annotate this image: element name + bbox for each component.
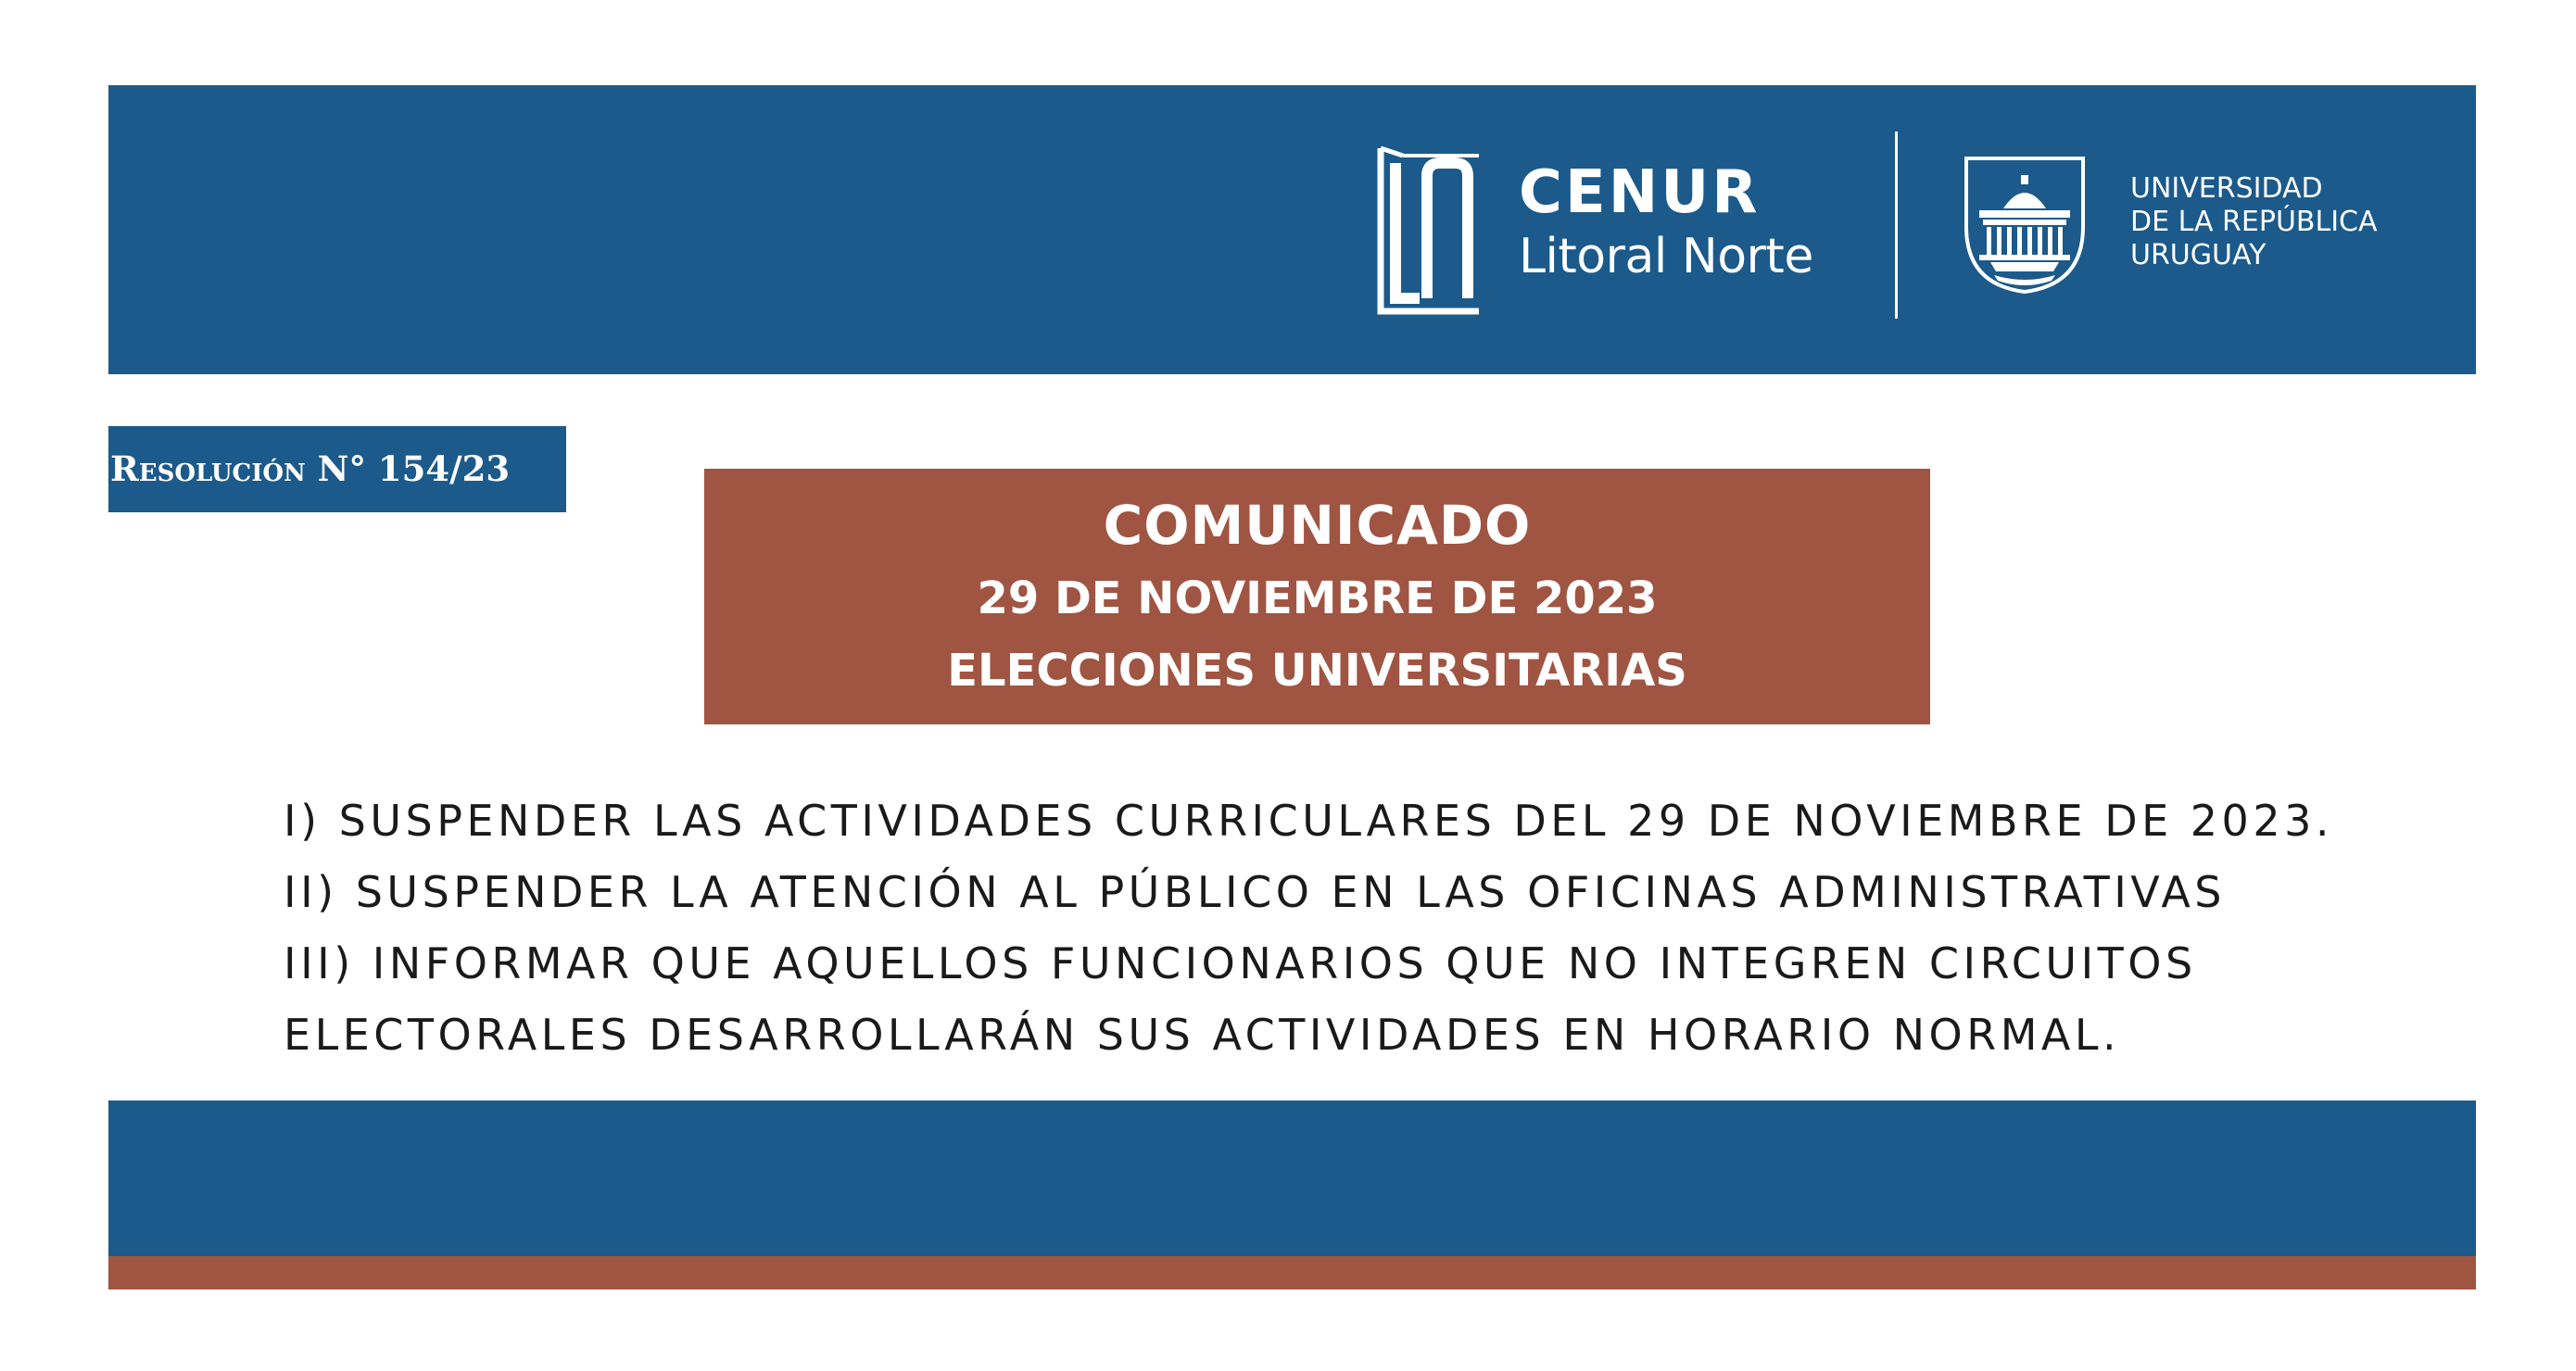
resolution-item-1: I) SUSPENDER LAS ACTIVIDADES CURRICULARES DEL 29 DE NOVIEMBRE DE 2023.	[284, 796, 2333, 846]
communique-subject: ELECCIONES UNIVERSITARIAS	[947, 645, 1687, 697]
university-line-3: URUGUAY	[2130, 239, 2267, 271]
cenur-name: CENUR	[1519, 158, 1761, 227]
resolution-items	[284, 786, 2415, 1071]
cenur-logo-text	[1519, 159, 1813, 287]
communique-date: 29 DE NOVIEMBRE DE 2023	[977, 572, 1658, 624]
university-building-seal-icon	[1963, 155, 2087, 296]
logo-divider	[1895, 132, 1898, 319]
footer-banner	[108, 1101, 2476, 1256]
resolution-item-3-continued: ELECTORALES DESARROLLARÁN SUS ACTIVIDADES EN HORARIO NORMAL.	[284, 1010, 2121, 1060]
header-banner	[108, 85, 2476, 374]
cenur-ln-logo-icon	[1375, 143, 1484, 317]
resolution-item-2: II) SUSPENDER LA ATENCIÓN AL PÚBLICO EN LAS OFICINAS ADMINISTRATIVAS	[284, 867, 2227, 917]
resolution-item-3: III) INFORMAR QUE AQUELLOS FUNCIONARIOS QUE NO INTEGREN CIRCUITOS	[284, 938, 2197, 988]
footer-accent-stripe	[108, 1256, 2476, 1289]
university-line-1: UNIVERSIDAD	[2130, 172, 2323, 205]
university-name	[2130, 172, 2378, 272]
resolution-number-badge: Resolución N° 154/23	[108, 426, 566, 512]
university-line-2: DE LA REPÚBLICA	[2130, 206, 2378, 238]
communique-heading-box	[704, 469, 1930, 724]
cenur-subtitle: Litoral Norte	[1519, 229, 1813, 284]
communique-title: COMUNICADO	[1103, 494, 1532, 557]
